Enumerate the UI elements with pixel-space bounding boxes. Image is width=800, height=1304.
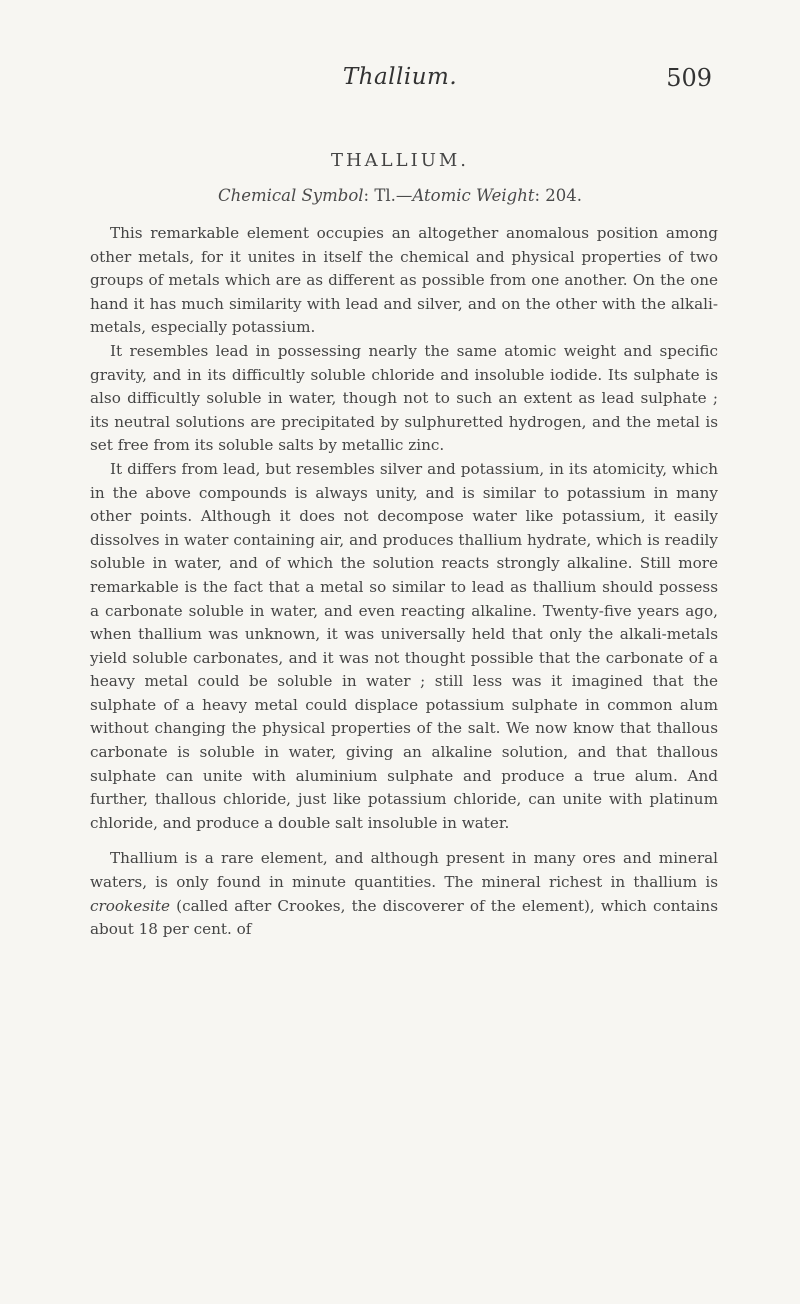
- paragraph-4-italic: crookesite: [90, 896, 170, 915]
- weight-label: Atomic Weight: [412, 186, 535, 205]
- paragraph-4: [90, 847, 718, 941]
- paragraph-4-start: Thallium is a rare element, and although present in many ores and mineral waters, is only found in minute quantities. The mineral richest in thallium is: [90, 849, 718, 892]
- symbol-separator: :: [363, 186, 375, 205]
- symbol-value: Tl.: [374, 186, 396, 205]
- weight-separator: :: [534, 186, 546, 205]
- running-head: [0, 64, 800, 104]
- body-text: [90, 222, 718, 942]
- paragraph-4-end: (called after Crookes, the discoverer of the element), which contains about 18 per cent. of: [90, 896, 718, 939]
- symbol-dash: —: [395, 186, 413, 205]
- page-number: 509: [666, 64, 712, 92]
- weight-value: 204.: [545, 186, 583, 205]
- paragraph-2: It resembles lead in possessing nearly the same atomic weight and specific gravity, and in its difficultly soluble chloride and insoluble iodide. Its sulphate is also difficultly soluble in water, though not to such an extent as lead sulphate ; its neutral solutions are precipitated by sulphuretted hydrogen, and the metal is set free from its soluble salts by metallic zinc.: [90, 341, 718, 455]
- paragraph-1: This remarkable element occupies an altogether anomalous position among other metals, for it unites in itself the chemical and physical properties of two groups of metals which are as different as possible from one another. On the one hand it has much similarity with lead and silver, and on the other with the alkali-metals, especially potassium.: [90, 224, 718, 337]
- symbol-label: Chemical Symbol: [217, 186, 364, 205]
- paragraph-3: It differs from lead, but resembles silver and potassium, in its atomicity, which in the above compounds is always unity, and is similar to potassium in many other points. Although it does not decompose water like potassium, it easily dissolves in water containing air, and produces thallium hydrate, which is readily soluble in water, and of which the solution reacts strongly alkaline. Still more remarkable is the fact that a metal so similar to lead as thallium should possess a carbonate soluble in water, and even reacting alkaline. Twenty-five years ago, when thallium was unknown, it was universally held that only the alkali-metals yield soluble carbonates, and it was not thought possible that the carbonate of a heavy metal could be soluble in water ; still less was it imagined that the sulphate of a heavy metal could displace potassium sulphate in common alum without changing the physical properties of the salt. We now know that thallous carbonate is soluble in water, giving an alkaline solution, and that thallous sulphate can unite with aluminium sulphate and produce a true alum. And further, thallous chloride, just like potassium chloride, can unite with platinum chloride, and produce a double salt insoluble in water.: [90, 459, 718, 832]
- chapter-title: THALLIUM.: [330, 150, 470, 171]
- running-title: Thallium.: [342, 64, 458, 90]
- symbol-line: [0, 186, 800, 205]
